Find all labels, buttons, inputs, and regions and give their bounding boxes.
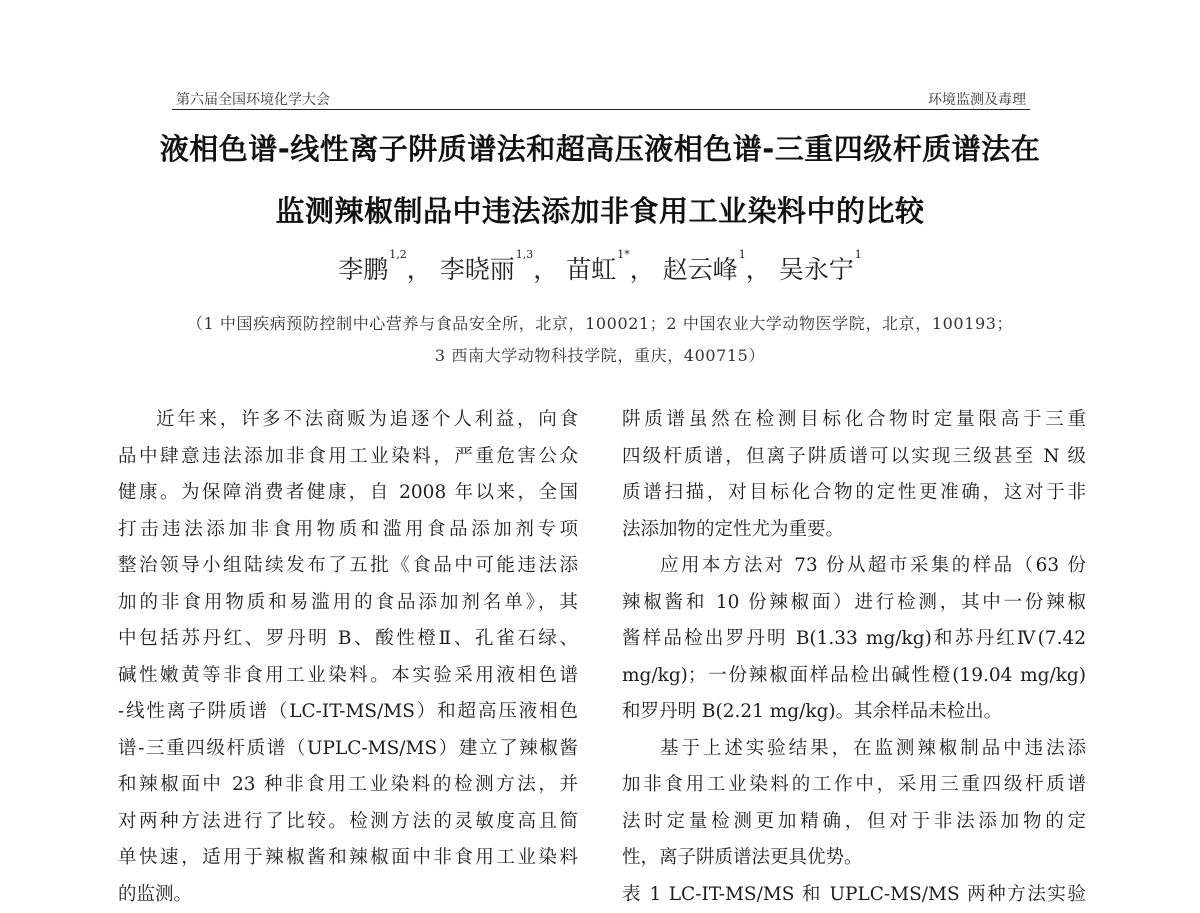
text-line: 品中肆意违法添加非食用工业染料，严重危害公众 <box>118 439 578 476</box>
text-line: 近年来，许多不法商贩为追逐个人利益，向食 <box>118 402 578 439</box>
body-column-right <box>622 402 1086 913</box>
running-header-conference: 第六届全国环境化学大会 <box>176 89 330 109</box>
text-line: 四级杆质谱，但离子阱质谱可以实现三级甚至 N 级 <box>622 439 1086 476</box>
author-list <box>0 250 1200 286</box>
text-line: 法时定量检测更加精确，但对于非法添加物的定 <box>622 804 1086 841</box>
text-line: 性，离子阱质谱法更具优势。 <box>622 840 1086 877</box>
table-caption: 表 1 LC-IT-MS/MS 和 UPLC-MS/MS 两种方法实验 <box>622 877 1086 913</box>
text-line: 整治领导小组陆续发布了五批《食品中可能违法添 <box>118 548 578 585</box>
running-header-section: 环境监测及毒理 <box>928 89 1026 109</box>
text-line: 加非食用工业染料的工作中，采用三重四级杆质谱 <box>622 767 1086 804</box>
text-line: 对两种方法进行了比较。检测方法的灵敏度高且简 <box>118 804 578 841</box>
text-line: 中包括苏丹红、罗丹明 B、酸性橙Ⅱ、孔雀石绿、 <box>118 621 578 658</box>
body-column-left <box>118 402 578 913</box>
author: 吴永宁$^1$ <box>779 255 862 284</box>
text-line: 阱质谱虽然在检测目标化合物时定量限高于三重 <box>622 402 1086 439</box>
affiliation-line-1: （1 中国疾病预防控制中心营养与食品安全所，北京，100021；2 中国农业大学动物医学院，北京，100193； <box>0 311 1200 334</box>
text-line: 碱性嫩黄等非食用工业染料。本实验采用液相色谱 <box>118 658 578 695</box>
text-line: 基于上述实验结果，在监测辣椒制品中违法添 <box>622 731 1086 768</box>
text-line: 和罗丹明 B(2.21 mg/kg)。其余样品未检出。 <box>622 694 1086 731</box>
author: 李晓丽$^{1,3}$， <box>440 255 559 284</box>
text-line: mg/kg)；一份辣椒面样品检出碱性橙(19.04 mg/kg) <box>622 658 1086 695</box>
text-line: 和辣椒面中 23 种非食用工业染料的检测方法，并 <box>118 767 578 804</box>
text-line: 质谱扫描，对目标化合物的定性更准确，这对于非 <box>622 475 1086 512</box>
text-line: 单快速，适用于辣椒酱和辣椒面中非食用工业染料 <box>118 840 578 877</box>
paper-title-line-1: 液相色谱-线性离子阱质谱法和超高压液相色谱-三重四级杆质谱法在 <box>0 127 1200 168</box>
author: 苗虹$^{1*}$， <box>566 255 655 284</box>
text-line: -线性离子阱质谱（LC-IT-MS/MS）和超高压液相色 <box>118 694 578 731</box>
text-line: 的监测。 <box>118 877 578 913</box>
text-line: 应用本方法对 73 份从超市采集的样品（63 份 <box>622 548 1086 585</box>
paper-title-line-2: 监测辣椒制品中违法添加非食用工业染料中的比较 <box>0 189 1200 230</box>
text-line: 打击违法添加非食用物质和滥用食品添加剂专项 <box>118 512 578 549</box>
text-line: 谱-三重四级杆质谱（UPLC-MS/MS）建立了辣椒酱 <box>118 731 578 768</box>
affiliation-line-2: 3 西南大学动物科技学院，重庆，400715） <box>0 343 1200 366</box>
header-rule <box>172 109 1030 110</box>
text-line: 酱样品检出罗丹明 B(1.33 mg/kg)和苏丹红Ⅳ(7.42 <box>622 621 1086 658</box>
text-line: 健康。为保障消费者健康，自 2008 年以来，全国 <box>118 475 578 512</box>
text-line: 加的非食用物质和易滥用的食品添加剂名单》，其 <box>118 585 578 622</box>
text-line: 辣椒酱和 10 份辣椒面）进行检测，其中一份辣椒 <box>622 585 1086 622</box>
author: 李鹏$^{1,2}$， <box>338 255 432 284</box>
author: 赵云峰$^1$， <box>663 255 771 284</box>
text-line: 法添加物的定性尤为重要。 <box>622 512 1086 549</box>
